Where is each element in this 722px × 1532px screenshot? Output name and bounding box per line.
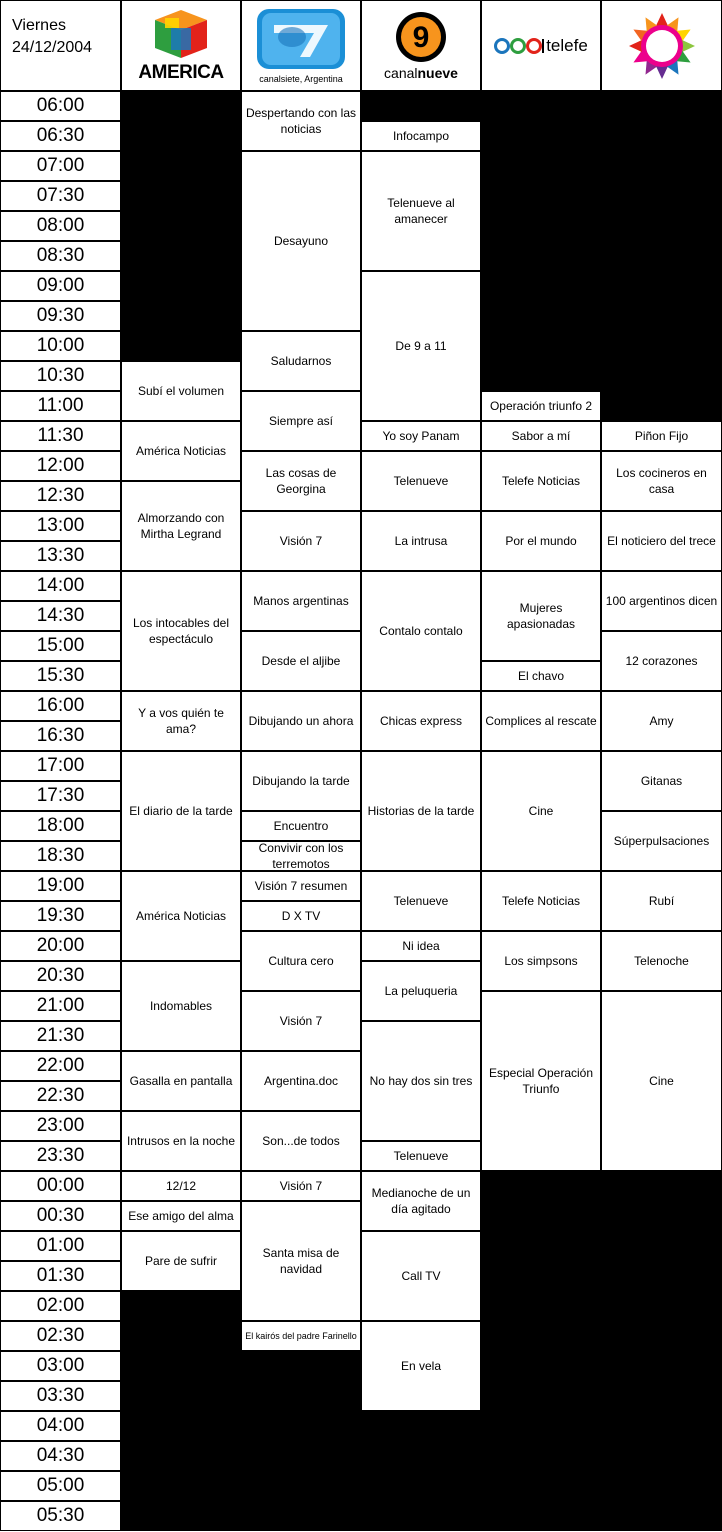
program-cell[interactable]: Argentina.doc xyxy=(241,1051,361,1111)
program-cell[interactable]: América Noticias xyxy=(121,421,241,481)
program-cell[interactable]: En vela xyxy=(361,1321,481,1411)
program-cell[interactable]: Dibujando un ahora xyxy=(241,691,361,751)
time-slot: 09:30 xyxy=(0,301,121,331)
time-slot: 14:00 xyxy=(0,571,121,601)
program-cell[interactable]: Indomables xyxy=(121,961,241,1051)
canal9-badge: 9 xyxy=(412,20,430,54)
program-cell[interactable]: América Noticias xyxy=(121,871,241,961)
program-cell[interactable]: Especial Operación Triunfo xyxy=(481,991,601,1171)
program-cell[interactable]: Por el mundo xyxy=(481,511,601,571)
program-cell[interactable]: Desde el aljibe xyxy=(241,631,361,691)
program-cell[interactable]: D X TV xyxy=(241,901,361,931)
time-slot: 23:30 xyxy=(0,1141,121,1171)
time-slot: 14:30 xyxy=(0,601,121,631)
program-cell[interactable]: Convivir con los terremotos xyxy=(241,841,361,871)
time-slot: 01:30 xyxy=(0,1261,121,1291)
program-cell[interactable]: Telefe Noticias xyxy=(481,451,601,511)
program-cell[interactable]: Telenueve xyxy=(361,451,481,511)
time-slot: 11:00 xyxy=(0,391,121,421)
telefe-logo xyxy=(494,38,544,54)
program-cell[interactable]: El chavo xyxy=(481,661,601,691)
time-slot: 23:00 xyxy=(0,1111,121,1141)
time-slot: 04:00 xyxy=(0,1411,121,1441)
time-slot: 06:00 xyxy=(0,91,121,121)
time-slot: 02:30 xyxy=(0,1321,121,1351)
program-cell[interactable]: Santa misa de navidad xyxy=(241,1201,361,1321)
program-cell[interactable]: Historias de la tarde xyxy=(361,751,481,871)
program-cell[interactable]: Visión 7 xyxy=(241,511,361,571)
time-slot: 01:00 xyxy=(0,1231,121,1261)
program-cell[interactable]: 12/12 xyxy=(121,1171,241,1201)
time-slot: 16:30 xyxy=(0,721,121,751)
time-slot: 20:30 xyxy=(0,961,121,991)
time-slot: 08:00 xyxy=(0,211,121,241)
program-cell[interactable]: 100 argentinos dicen xyxy=(601,571,722,631)
program-cell[interactable]: Son...de todos xyxy=(241,1111,361,1171)
channel-header-america xyxy=(121,0,241,91)
telefe-name: telefe xyxy=(546,35,588,55)
time-slot: 17:30 xyxy=(0,781,121,811)
program-cell[interactable]: Súperpulsaciones xyxy=(601,811,722,871)
off-air-block xyxy=(481,91,601,391)
off-air-block xyxy=(361,91,481,121)
channel-header-canal13 xyxy=(601,0,722,91)
program-cell[interactable]: Ese amigo del alma xyxy=(121,1201,241,1231)
program-cell[interactable]: Gitanas xyxy=(601,751,722,811)
canal13-sun-logo xyxy=(627,11,697,81)
program-cell[interactable]: Telefe Noticias xyxy=(481,871,601,931)
program-cell[interactable]: Yo soy Panam xyxy=(361,421,481,451)
time-slot: 04:30 xyxy=(0,1441,121,1471)
program-cell[interactable]: 12 corazones xyxy=(601,631,722,691)
time-slot: 22:00 xyxy=(0,1051,121,1081)
off-air-block xyxy=(361,1411,481,1531)
time-slot: 05:00 xyxy=(0,1471,121,1501)
time-slot: 12:30 xyxy=(0,481,121,511)
program-cell[interactable]: No hay dos sin tres xyxy=(361,1021,481,1141)
time-slot: 18:00 xyxy=(0,811,121,841)
program-cell[interactable]: Infocampo xyxy=(361,121,481,151)
program-cell[interactable]: Telenueve xyxy=(361,1141,481,1171)
program-cell[interactable]: Rubí xyxy=(601,871,722,931)
date-label: 24/12/2004 xyxy=(12,39,93,56)
time-slot: 08:30 xyxy=(0,241,121,271)
program-cell[interactable]: Call TV xyxy=(361,1231,481,1321)
program-cell[interactable]: Ni idea xyxy=(361,931,481,961)
time-slot: 11:30 xyxy=(0,421,121,451)
program-cell[interactable]: Pare de sufrir xyxy=(121,1231,241,1291)
day-label: Viernes xyxy=(12,17,66,34)
program-cell[interactable]: Chicas express xyxy=(361,691,481,751)
channel-header-canal7 xyxy=(241,0,361,91)
time-slot: 10:00 xyxy=(0,331,121,361)
program-cell[interactable]: Piñon Fijo xyxy=(601,421,722,451)
program-cell[interactable]: El diario de la tarde xyxy=(121,751,241,871)
time-slot: 00:30 xyxy=(0,1201,121,1231)
time-slot: 18:30 xyxy=(0,841,121,871)
date-header xyxy=(0,0,121,91)
time-slot: 13:30 xyxy=(0,541,121,571)
canal9-logo xyxy=(393,11,449,63)
program-cell[interactable]: Cine xyxy=(481,751,601,871)
time-slot: 00:00 xyxy=(0,1171,121,1201)
off-air-block xyxy=(601,1171,722,1531)
time-slot: 15:00 xyxy=(0,631,121,661)
time-slot: 03:00 xyxy=(0,1351,121,1381)
program-cell[interactable]: Saludarnos xyxy=(241,331,361,391)
time-slot: 09:00 xyxy=(0,271,121,301)
time-slot: 10:30 xyxy=(0,361,121,391)
off-air-block xyxy=(601,91,722,421)
time-slot: 07:30 xyxy=(0,181,121,211)
time-slot: 20:00 xyxy=(0,931,121,961)
canal7-name: canalsiete, Argentina xyxy=(259,74,343,84)
program-cell[interactable]: La intrusa xyxy=(361,511,481,571)
time-slot: 19:30 xyxy=(0,901,121,931)
canal7-logo xyxy=(254,7,348,71)
america-cube-logo xyxy=(151,8,211,60)
program-cell[interactable]: Complices al rescate xyxy=(481,691,601,751)
canal9-wordmark: canalnueve xyxy=(384,64,458,81)
time-slot: 21:30 xyxy=(0,1021,121,1051)
program-cell[interactable]: Desayuno xyxy=(241,151,361,331)
program-cell[interactable]: El kairós del padre Farinello xyxy=(241,1321,361,1351)
time-slot: 12:00 xyxy=(0,451,121,481)
program-cell[interactable]: De 9 a 11 xyxy=(361,271,481,421)
program-cell[interactable]: Cultura cero xyxy=(241,931,361,991)
program-cell[interactable]: Subí el volumen xyxy=(121,361,241,421)
program-cell[interactable]: Y a vos quién te ama? xyxy=(121,691,241,751)
time-slot: 19:00 xyxy=(0,871,121,901)
program-cell[interactable]: Telenoche xyxy=(601,931,722,991)
program-cell[interactable]: Encuentro xyxy=(241,811,361,841)
off-air-block xyxy=(121,91,241,361)
time-slot: 05:30 xyxy=(0,1501,121,1531)
time-slot: 17:00 xyxy=(0,751,121,781)
program-cell[interactable]: Operación triunfo 2 xyxy=(481,391,601,421)
time-slot: 06:30 xyxy=(0,121,121,151)
time-slot: 21:00 xyxy=(0,991,121,1021)
time-slot: 16:00 xyxy=(0,691,121,721)
program-cell[interactable]: Los cocineros en casa xyxy=(601,451,722,511)
america-name: AMERICA xyxy=(138,61,224,83)
program-cell[interactable]: Los simpsons xyxy=(481,931,601,991)
program-cell[interactable]: Siempre así xyxy=(241,391,361,451)
time-slot: 15:30 xyxy=(0,661,121,691)
channel-header-canal9 xyxy=(361,0,481,91)
program-cell[interactable]: Dibujando la tarde xyxy=(241,751,361,811)
program-cell[interactable]: Despertando con las noticias xyxy=(241,91,361,151)
program-cell[interactable]: Visión 7 resumen xyxy=(241,871,361,901)
time-slot: 07:00 xyxy=(0,151,121,181)
time-slot: 03:30 xyxy=(0,1381,121,1411)
program-cell[interactable]: Cine xyxy=(601,991,722,1171)
program-cell[interactable]: Gasalla en pantalla xyxy=(121,1051,241,1111)
program-cell[interactable]: Sabor a mí xyxy=(481,421,601,451)
program-cell[interactable]: Telenueve xyxy=(361,871,481,931)
program-cell[interactable]: Medianoche de un día agitado xyxy=(361,1171,481,1231)
time-slot: 02:00 xyxy=(0,1291,121,1321)
program-cell[interactable]: Amy xyxy=(601,691,722,751)
time-slot: 13:00 xyxy=(0,511,121,541)
off-air-block xyxy=(481,1171,601,1531)
program-cell[interactable]: Intrusos en la noche xyxy=(121,1111,241,1171)
program-cell[interactable]: Manos argentinas xyxy=(241,571,361,631)
off-air-block xyxy=(121,1291,241,1531)
program-cell[interactable]: Visión 7 xyxy=(241,1171,361,1201)
program-cell[interactable]: Los intocables del espectáculo xyxy=(121,571,241,691)
program-cell[interactable]: El noticiero del trece xyxy=(601,511,722,571)
program-cell[interactable]: Telenueve al amanecer xyxy=(361,151,481,271)
program-cell[interactable]: Mujeres apasionadas xyxy=(481,571,601,661)
channel-header-telefe xyxy=(481,0,601,91)
program-cell[interactable]: Almorzando con Mirtha Legrand xyxy=(121,481,241,571)
off-air-block xyxy=(241,1351,361,1531)
program-cell[interactable]: La peluqueria xyxy=(361,961,481,1021)
program-cell[interactable]: Contalo contalo xyxy=(361,571,481,691)
program-cell[interactable]: Las cosas de Georgina xyxy=(241,451,361,511)
program-cell[interactable]: Visión 7 xyxy=(241,991,361,1051)
time-slot: 22:30 xyxy=(0,1081,121,1111)
